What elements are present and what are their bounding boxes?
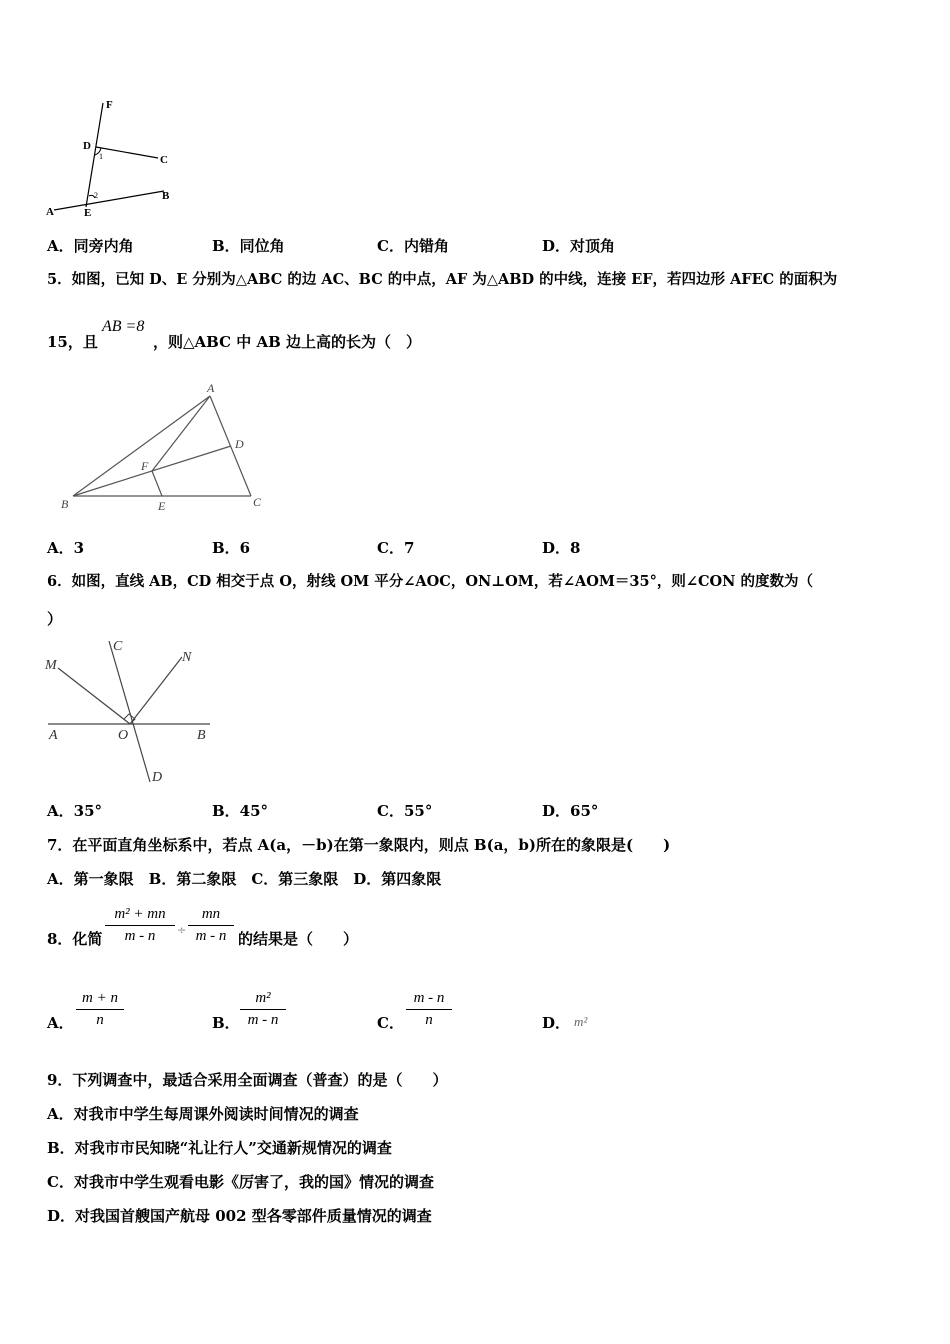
q4-option-d: D．对顶角	[542, 237, 616, 255]
q5-option-a: A．3	[47, 539, 85, 557]
label-B: B	[162, 190, 170, 202]
q8-frac1-den: m - n	[124, 928, 156, 944]
q7-question: 7．在平面直角坐标系中，若点 A(a，－b)在第一象限内，则点 B(a，b)所在的象限是( )	[47, 836, 671, 854]
q8-option-c-fraction	[406, 990, 452, 1029]
q6-line2: ）	[47, 610, 63, 628]
q5-line2-post: ，则△ABC 中 AB 边上高的长为（ ）	[153, 333, 422, 351]
label-A: A	[207, 381, 215, 395]
label-D: D	[83, 140, 91, 152]
q6-option-d: D．65°	[542, 802, 599, 820]
q5-line2-pre: 15，且	[47, 333, 98, 351]
q8-b-den: m - n	[247, 1012, 279, 1028]
q5-line1: 5．如图，已知 D、E 分别为△ABC 的边 AC、BC 的中点，AF 为△ABD 的中线，连接 EF，若四边形 AFEC 的面积为	[47, 271, 838, 288]
q8-option-b-label: B．	[212, 1014, 240, 1032]
q9-option-c: C．对我市中学生观看电影《厉害了，我的国》情况的调查	[47, 1173, 434, 1191]
q6-line1: 6．如图，直线 AB，CD 相交于点 O，射线 OM 平分∠AOC，ON⊥OM，若∠AOM＝35°，则∠CON 的度数为（	[47, 573, 813, 590]
ray-on	[130, 657, 182, 724]
q8-frac2-num: mn	[201, 906, 221, 922]
q9-option-b: B．对我市市民知晓“礼让行人”交通新规情况的调查	[47, 1139, 392, 1157]
label-E: E	[84, 207, 92, 219]
label-A: A	[46, 206, 54, 218]
q8-option-a-label: A．	[47, 1014, 74, 1032]
q8-post: 的结果是（ ）	[238, 930, 359, 948]
q8-b-num: m²	[255, 990, 271, 1006]
line-dc	[96, 147, 158, 158]
line-cd	[109, 641, 150, 782]
label-E: E	[158, 499, 166, 513]
q8-pre: 8．化简	[47, 930, 103, 948]
q5-formula: AB =8	[102, 318, 145, 335]
segment-fe	[152, 471, 162, 496]
q8-divide-sign: ÷	[177, 924, 187, 937]
label-A: A	[49, 728, 58, 743]
q8-a-num: m + n	[82, 990, 118, 1006]
q6-option-a: A．35°	[47, 802, 103, 820]
q8-c-num: m - n	[413, 990, 445, 1006]
q6-option-c: C．55°	[377, 802, 433, 820]
q4-option-b: B．同位角	[212, 237, 285, 255]
q9-option-a: A．对我市中学生每周课外阅读时间情况的调查	[47, 1105, 359, 1123]
label-N: N	[182, 650, 192, 665]
q7-options: A．第一象限 B．第二象限 C．第三象限 D．第四象限	[47, 870, 442, 888]
q5-option-b: B．6	[212, 539, 251, 557]
label-D: D	[235, 437, 244, 451]
q4-option-c: C．内错角	[377, 237, 449, 255]
q8-option-d-value: m²	[574, 1014, 588, 1029]
side-ab	[73, 396, 210, 496]
q8-a-den: n	[96, 1012, 104, 1028]
label-F: F	[141, 459, 149, 473]
q5-option-d: D．8	[542, 539, 581, 557]
q6-option-b: B．45°	[212, 802, 269, 820]
q8-option-b-fraction	[240, 990, 286, 1029]
label-C: C	[253, 495, 262, 509]
line-ab	[54, 191, 164, 210]
q8-frac1-num: m² + mn	[114, 906, 166, 922]
segment-af	[152, 396, 210, 471]
q9-option-d: D．对我国首艘国产航母 002 型各零部件质量情况的调查	[47, 1207, 432, 1225]
q5-option-c: C．7	[377, 539, 415, 557]
label-D: D	[152, 770, 163, 785]
q9-question: 9．下列调查中，最适合采用全面调查（普查）的是（ ）	[47, 1071, 448, 1089]
label-M: M	[45, 658, 57, 673]
q8-frac2-den: m - n	[195, 928, 227, 944]
label-B: B	[197, 728, 206, 743]
q4-option-a: A．同旁内角	[47, 237, 134, 255]
label-F: F	[106, 99, 113, 111]
label-B: B	[61, 497, 69, 511]
label-C: C	[160, 154, 168, 166]
q8-fraction-2	[188, 906, 234, 945]
q4-figure	[40, 95, 190, 225]
q5-figure	[55, 378, 275, 518]
q8-option-a-fraction	[76, 990, 124, 1029]
q8-option-c-label: C．	[377, 1014, 404, 1032]
q8-option-d-label: D．	[542, 1014, 571, 1032]
q8-c-den: n	[425, 1012, 433, 1028]
angle-2-label: 2	[94, 191, 98, 200]
label-C: C	[113, 639, 123, 654]
q6-figure	[42, 635, 222, 790]
label-O: O	[118, 728, 129, 743]
angle-1-label: 1	[99, 152, 103, 161]
q8-fraction-1	[105, 906, 175, 945]
